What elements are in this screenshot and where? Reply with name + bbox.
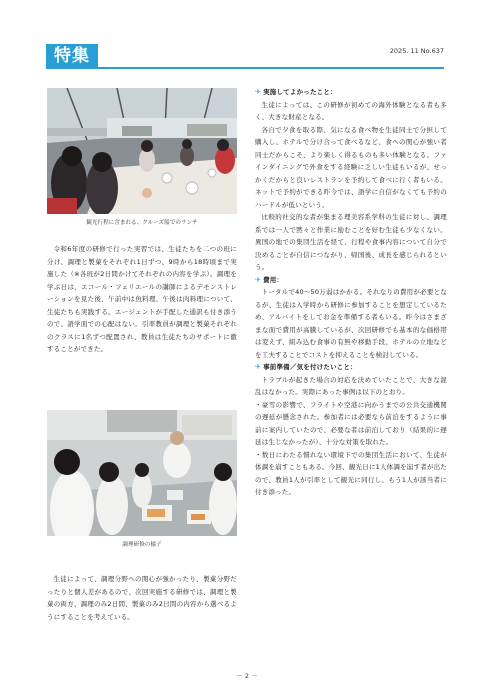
preparation-paragraph: トラブルが起きた場合の対応を決めていたことで、大きな混乱はなかった。実際にあった事例は以下のとおり。 bbox=[255, 375, 447, 396]
cooking-training-photo bbox=[47, 410, 237, 536]
page-number: － 2 － bbox=[236, 672, 258, 680]
benefits-paragraph-1: 生徒によっては、この研修が初めての海外体験となる者も多く、大きな財産となる。 bbox=[255, 100, 447, 121]
preparation-bullet-2: ・数日にわたる慣れない環境下での集団生活において、生徒が体調を崩すこともある。今回、観光日に1人体調を崩す者が出たので、教員1人が引率として観光に同行し、もう1人が該当者に付き添った。 bbox=[255, 450, 447, 496]
section-head-cost-label: 費用： bbox=[263, 275, 284, 284]
cruise-lunch-photo bbox=[47, 88, 237, 214]
benefits-paragraph-2: 各自で夕食を取る際、気になる食べ物を生徒同士で分担して購入し、ホテルで分け合って食べるなど、食への関心が強い者同士だからこそ、より楽しく得るものも多い体験となる。ファインダイニングで外食をする経験に乏しい生徒もいるが、せっかくだからと良いレストランを予約して食べに行く者もいる。ネットで予約ができる昨今では、語学に自信がなくても予約のハードルが低いという。 bbox=[255, 125, 447, 209]
airplane-icon: ✈ bbox=[255, 88, 262, 96]
section-head-benefits bbox=[255, 86, 447, 99]
left-column bbox=[47, 243, 237, 356]
benefits-paragraph-3: 比較的社交的な者が集まる理美容系学科の生徒に対し、調理系では一人で黙々と作業に励むことを好む生徒も少なくない。異国の地での集団生活を経て、行程や食事内容について自分で決めることが自信につながり、帰国後、成長を感じられるという。 bbox=[255, 213, 447, 271]
airplane-icon: ✈ bbox=[255, 363, 262, 371]
left-paragraph-2: 生徒によって、調理分野への関心が強かったり、製菓分野だったりと個人差があるので、次回実施する研修では、調理と製菓の両方、調理のみ2日間、製菓のみ2日間の内容から選べるようにすることを考えている。 bbox=[47, 575, 237, 621]
left-paragraph-1: 令和6年度の研修で行った実習では、生徒たちを二つの班に分け、調理と製菓をそれぞれ1日ずつ、9時から18時頃まで実施した（※各班が2日間かけてそれぞれの内容を学ぶ）。調理を学ぶ日は、エコール・フェリエールの講師によるデモンストレーションを見た後、午前中は魚料理、午後は肉料理について、生徒たちも実践する。エージェントが手配した通訳も付き添うので、語学面での心配はない。引率教員が調理と製菓それぞれのクラスに1名ずつ配置され、教員は生徒たちのサポートに徹することができた。 bbox=[47, 245, 237, 353]
header-rule bbox=[46, 67, 444, 69]
photo1-caption: 観光行程に含まれる、クルーズ船でのランチ bbox=[86, 220, 198, 226]
section-head-preparation-label: 事前準備／気を付けたいこと： bbox=[263, 363, 357, 371]
preparation-bullet-1: ・豪雪の影響で、フライトや空港に向かうまでの公共交通機関の遅延が懸念された。参加者には必要なら前泊をするように事前に案内していたので、必要な者は前泊しており（結果的に遅延は生じなかったが）、十分な対策を取れた。 bbox=[255, 400, 447, 446]
feature-badge: 特集 bbox=[46, 44, 98, 68]
section-head-benefits-label: 実施してよかったこと： bbox=[263, 88, 337, 96]
issue-number: 2025. 11 No.637 bbox=[389, 47, 444, 55]
airplane-icon: ✈ bbox=[255, 275, 262, 284]
right-column bbox=[255, 86, 447, 499]
section-head-preparation bbox=[255, 361, 447, 374]
cost-paragraph: トータルで40～50万弱はかかる。それなりの費用が必要となるが、生徒は入学時から研修に参加することを想定しているため、アルバイトをしてお金を準備する者もいる。昨今はさまざまな面で費用が高騰しているが、次回研修でも基本的な価格帯は変えず、組み込む食事の有無や移動手段、ホテルの立地などを工夫することでコストを抑えることを検討している。 bbox=[255, 288, 447, 359]
section-head-cost bbox=[255, 274, 447, 287]
photo2-caption: 調理研修の様子 bbox=[122, 542, 162, 548]
left-column-bottom bbox=[47, 573, 237, 623]
